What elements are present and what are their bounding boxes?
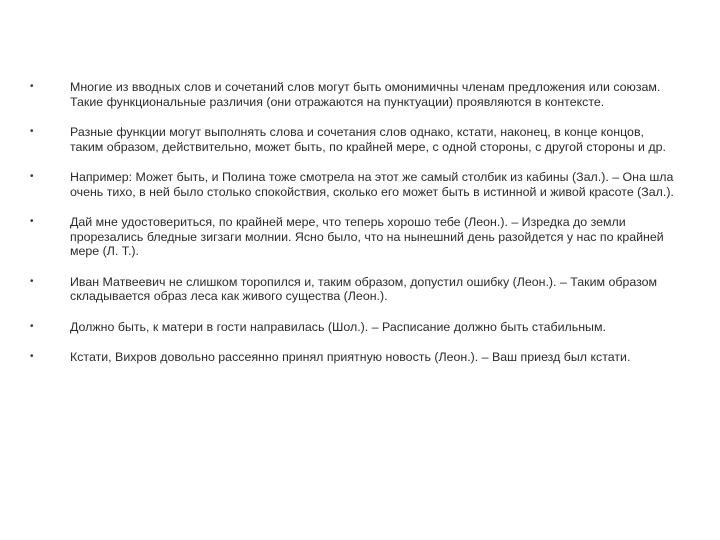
bullet-item [30, 350, 680, 365]
bullet-marker: • [30, 351, 34, 362]
bullet-text: Кстати, Вихров довольно рассеянно принял приятную новость (Леон.). – Ваш приезд был кстати. [70, 350, 631, 364]
bullet-item [30, 80, 680, 109]
bullet-marker: • [30, 216, 34, 227]
bullet-marker: • [30, 126, 34, 137]
bullet-text: Дай мне удостовериться, по крайней мере, что теперь хорошо тебе (Леон.). – Изредка до земли прорезались бледные зигзаги молнии. Ясно было, что на нынешний день разойдется у нас по крайней мере (Л. Т.). [70, 215, 664, 258]
bullet-marker: • [30, 81, 34, 92]
bullet-marker: • [30, 320, 34, 332]
bullet-item [30, 320, 680, 335]
bullet-marker: • [30, 275, 34, 287]
bullet-list [30, 80, 680, 365]
bullet-text: Многие из вводных слов и сочетаний слов могут быть омонимичны членам предложения или союзам. Такие функциональные различия (они отражаются на пунктуации) проявляются в контексте. [70, 80, 661, 109]
bullet-marker: • [30, 171, 34, 182]
bullet-text: Разные функции могут выполнять слова и сочетания слов однако, кстати, наконец, в конце концов, таким образом, действительно, может быть, по крайней мере, с одной стороны, с другой стороны и др. [70, 125, 666, 154]
bullet-item [30, 275, 680, 304]
bullet-text: Например: Может быть, и Полина тоже смотрела на этот же самый столбик из кабины (Зал.). – Она шла очень тихо, в ней было столько спокойствия, сколько его может быть в истинной и живой красоте (Зал.). [70, 170, 674, 199]
bullet-text: Иван Матвеевич не слишком торопился и, таким образом, допустил ошибку (Леон.). – Таким образом складывается образ леса как живого существа (Леон.). [70, 274, 658, 303]
bullet-item [30, 215, 680, 259]
bullet-text: Должно быть, к матери в гости направилась (Шол.). – Расписание должно быть стабильным. [70, 319, 606, 334]
bullet-item [30, 170, 680, 199]
bullet-item [30, 125, 680, 154]
